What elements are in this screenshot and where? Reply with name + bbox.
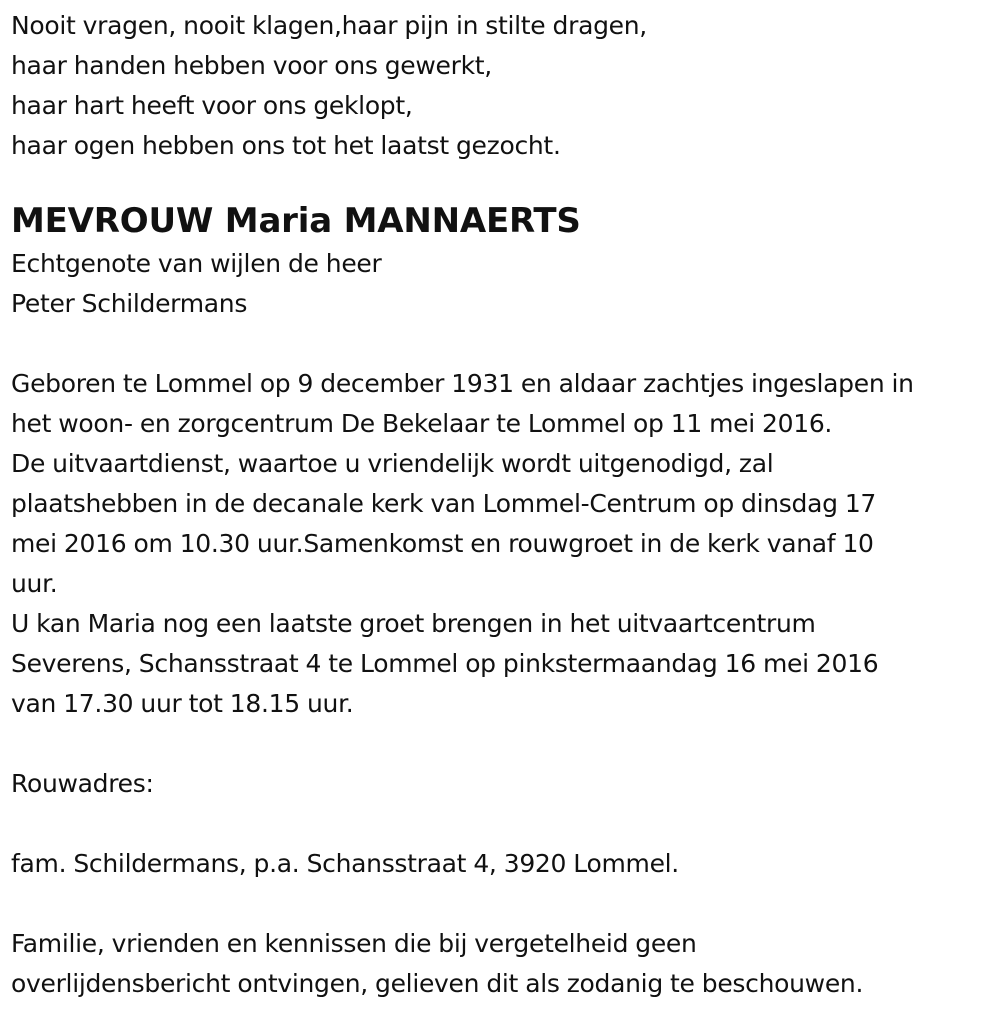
poem-line: haar ogen hebben ons tot het laatst gezocht. [11,131,561,160]
announcement-line: het woon- en zorgcentrum De Bekelaar te Lommel op 11 mei 2016. [11,409,833,438]
announcement [11,364,996,724]
deceased-name: MEVROUW Maria MANNAERTS [11,201,581,241]
spouse-line: Peter Schildermans [11,289,248,318]
announcement-line: plaatshebben in de decanale kerk van Lommel-Centrum op dinsdag 17 [11,489,877,518]
spacer [11,324,996,364]
spacer [11,804,996,844]
closing-note [11,924,996,1004]
poem-line: haar hart heeft voor ons geklopt, [11,91,413,120]
announcement-line: mei 2016 om 10.30 uur.Samenkomst en rouwgroet in de kerk vanaf 10 [11,529,874,558]
obituary-notice [11,6,996,1004]
closing-line: overlijdensbericht ontvingen, gelieven dit als zodanig te beschouwen. [11,969,864,998]
announcement-line: Severens, Schansstraat 4 te Lommel op pinkstermaandag 16 mei 2016 [11,649,879,678]
closing-line: Familie, vrienden en kennissen die bij vergetelheid geen [11,929,697,958]
poem-line: Nooit vragen, nooit klagen,haar pijn in stilte dragen, [11,11,647,40]
announcement-line: Geboren te Lommel op 9 december 1931 en aldaar zachtjes ingeslapen in [11,369,914,398]
spouse-info [11,244,996,324]
announcement-line: De uitvaartdienst, waartoe u vriendelijk wordt uitgenodigd, zal [11,449,774,478]
spouse-line: Echtgenote van wijlen de heer [11,249,382,278]
announcement-line: uur. [11,569,58,598]
poem-line: haar handen hebben voor ons gewerkt, [11,51,492,80]
spacer [11,724,996,764]
mourning-address-label: Rouwadres: [11,769,154,798]
poem [11,6,996,166]
spacer [11,884,996,924]
announcement-line: van 17.30 uur tot 18.15 uur. [11,689,354,718]
announcement-line: U kan Maria nog een laatste groet brengen in het uitvaartcentrum [11,609,816,638]
mourning-address: fam. Schildermans, p.a. Schansstraat 4, 3920 Lommel. [11,849,679,878]
